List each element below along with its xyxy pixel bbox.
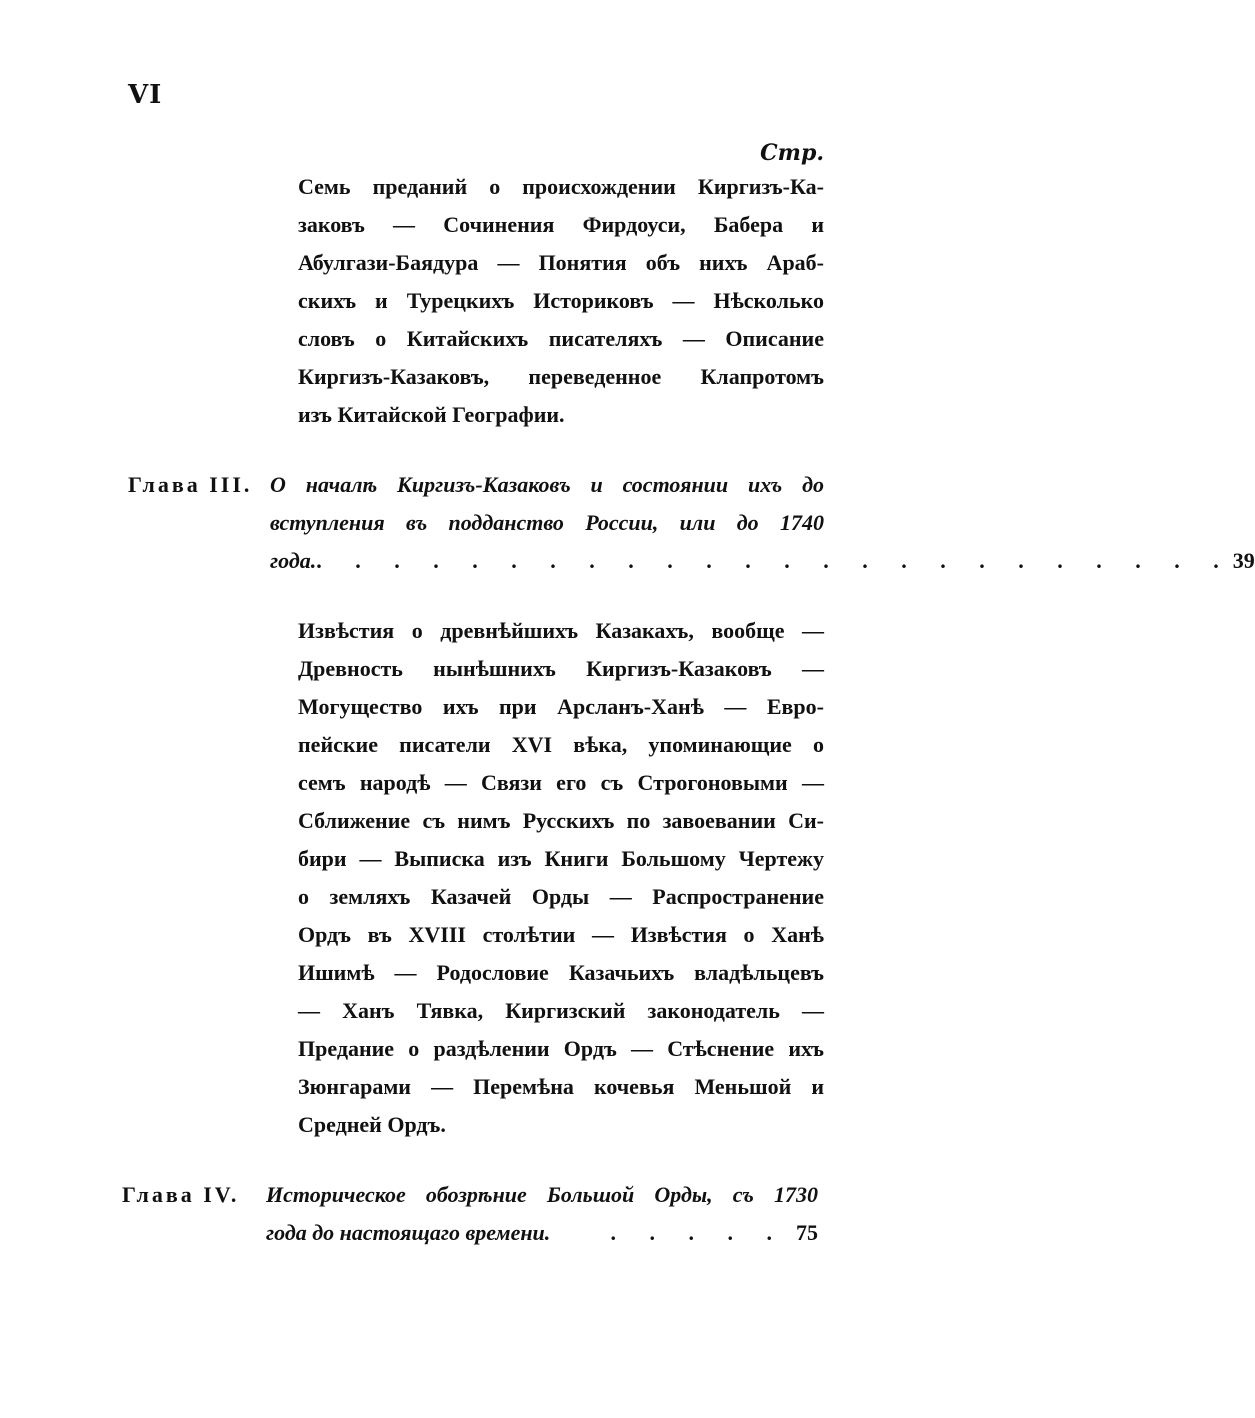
summary-line: Извѣстия о древнѣйшихъ Казакахъ, вообще —: [298, 618, 824, 643]
summary-line: Средней Ордъ.: [298, 1112, 446, 1137]
summary-line: Абулгази-Баядура — Понятия объ нихъ Араб-: [298, 250, 824, 275]
chapter-page-number: 75: [796, 1220, 818, 1245]
leader-dots: . . . . .: [610, 1220, 786, 1245]
chapter-title-end: года.: [270, 548, 317, 573]
summary-line: изъ Китайской Географии.: [298, 402, 565, 427]
summary-line: Ишимѣ — Родословие Казачьихъ владѣльцевъ: [298, 960, 824, 985]
chapter-label: Глава III.: [128, 472, 253, 497]
summary-line: Зюнгарами — Перемѣна кочевья Меньшой и: [298, 1074, 824, 1099]
summary-line: — Ханъ Тявка, Киргизский законодатель —: [298, 998, 824, 1023]
summary-line: семъ народѣ — Связи его съ Строгоновыми —: [298, 770, 824, 795]
summary-line: словъ о Китайскихъ писателяхъ — Описание: [298, 326, 824, 351]
summary-line: Сближение съ нимъ Русскихъ по завоевании Си-: [298, 808, 824, 833]
chapter-page-number: 39: [1232, 548, 1255, 573]
summary-line: заковъ — Сочинения Фирдоуси, Бабера и: [298, 212, 824, 237]
summary-line: бири — Выписка изъ Книги Большому Чертежу: [298, 846, 824, 871]
summary-line: о земляхъ Казачей Орды — Распространение: [298, 884, 824, 909]
chapter-title-end: года до настоящаго времени.: [266, 1220, 551, 1245]
summary-line: скихъ и Турецкихъ Историковъ — Нѣсколько: [298, 288, 824, 313]
chapter-label: Глава IV.: [122, 1182, 240, 1207]
chapter-title-line: О началѣ Киргизъ-Казаковъ и состоянии ихъ до: [270, 472, 824, 497]
chapter-title-last-line: [266, 1222, 818, 1244]
chapter-title-last-line: [270, 548, 1255, 573]
page-number: VI: [128, 80, 163, 110]
summary-line: Семь преданий о происхождении Киргизъ-Ка-: [298, 174, 824, 199]
chapter-title-line: Историческое обозрѣние Большой Орды, съ 1730: [266, 1182, 818, 1207]
summary-line: Могущество ихъ при Арсланъ-Ханѣ — Евро-: [298, 694, 824, 719]
chapter-title-line: вступления въ подданство России, или до 1740: [270, 510, 824, 535]
summary-line: Древность нынѣшнихъ Киргизъ-Казаковъ —: [298, 656, 824, 681]
summary-line: Ордъ въ XVIII столѣтии — Извѣстия о Ханѣ: [298, 922, 824, 947]
summary-line: Предание о раздѣлении Ордъ — Стѣснение ихъ: [298, 1036, 824, 1061]
summary-line: пейские писатели XVI вѣка, упоминающие о: [298, 732, 824, 757]
page-column-header: Стр.: [760, 140, 824, 166]
summary-line: Киргизъ-Казаковъ, переведенное Клапротомъ: [298, 364, 824, 389]
leader-dots: . . . . . . . . . . . . . . . . . . . . . . . .: [316, 548, 1233, 573]
